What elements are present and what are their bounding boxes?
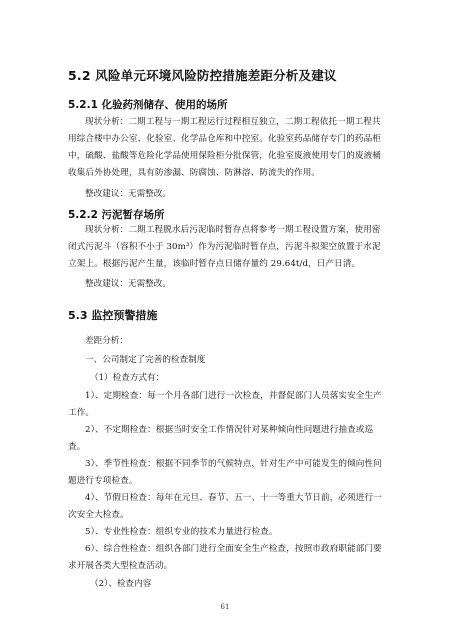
paragraph-521: 现状分析：二期工程与一期工程运行过程相互独立，二期工程依托一期工程共用综合楼中办公室、化验室、化学品仓库和中控室。化验室药品储存专门的药品柜中，硫酸、盐酸等危险化学品使用保险柜分批保管，化验室废液使用专门的废液桶收集后外协处理，具有防渗漏、防腐蚀、防淋溶、防流失的作用。: [68, 117, 381, 178]
inspection-content-label: （2）、检查内容: [90, 579, 152, 589]
page-number: 61: [220, 603, 230, 611]
list-item: 6）、综合性检查：组织各部门进行全面安全生产检查，按照市政府职能部门要求开展各类大型检查活动。: [68, 544, 382, 571]
inspection-method-label: （1）检查方式有：: [90, 373, 165, 383]
list-item: 1）、定期检查：每一个月各部门进行一次检查，并督促部门人员落实安全生产工作。: [68, 391, 382, 418]
inspection-system-line: 一、公司制定了完善的检查制度: [85, 355, 206, 365]
list-item: 3）、季节性检查：根据不同季节的气候特点，针对生产中可能发生的倾向性问题进行专项检查。: [68, 459, 382, 486]
list-item: 4）、节假日检查：每年在元旦、春节、五一、十一等重大节日前，必须进行一次安全大检查。: [68, 493, 382, 520]
gap-analysis-label: 差距分析：: [85, 336, 128, 346]
fix-suggestion-521: 整改建议：无需整改。: [85, 189, 171, 199]
subsection-heading-522: 5.2.2 污泥暂存场所: [68, 209, 165, 221]
section-title: 5.2 风险单元环境风险防控措施差距分析及建议: [68, 68, 337, 83]
paragraph-522: 现状分析：二期工程脱水后污泥临时暂存点将参考一期工程设置方案，使用密闭式污泥斗（容积不小于 30m³）作为污泥临时暂存点，污泥斗拟架空放置于水泥立架上。根据污泥产生量，该临时暂存点日储存量约 29.64t/d，日产日清。: [68, 225, 381, 269]
list-item: 2）、不定期检查：根据当时安全工作情况针对某种倾向性问题进行抽查或巡查。: [68, 425, 374, 452]
subsection-heading-521: 5.2.1 化验药剂储存、使用的场所: [68, 99, 228, 111]
section-heading-53: 5.3 监控预警措施: [68, 309, 158, 322]
list-item: 5）、专业性检查：组织专业的技术力量进行检查。: [85, 527, 278, 537]
fix-suggestion-522: 整改建议：无需整改。: [85, 279, 171, 289]
